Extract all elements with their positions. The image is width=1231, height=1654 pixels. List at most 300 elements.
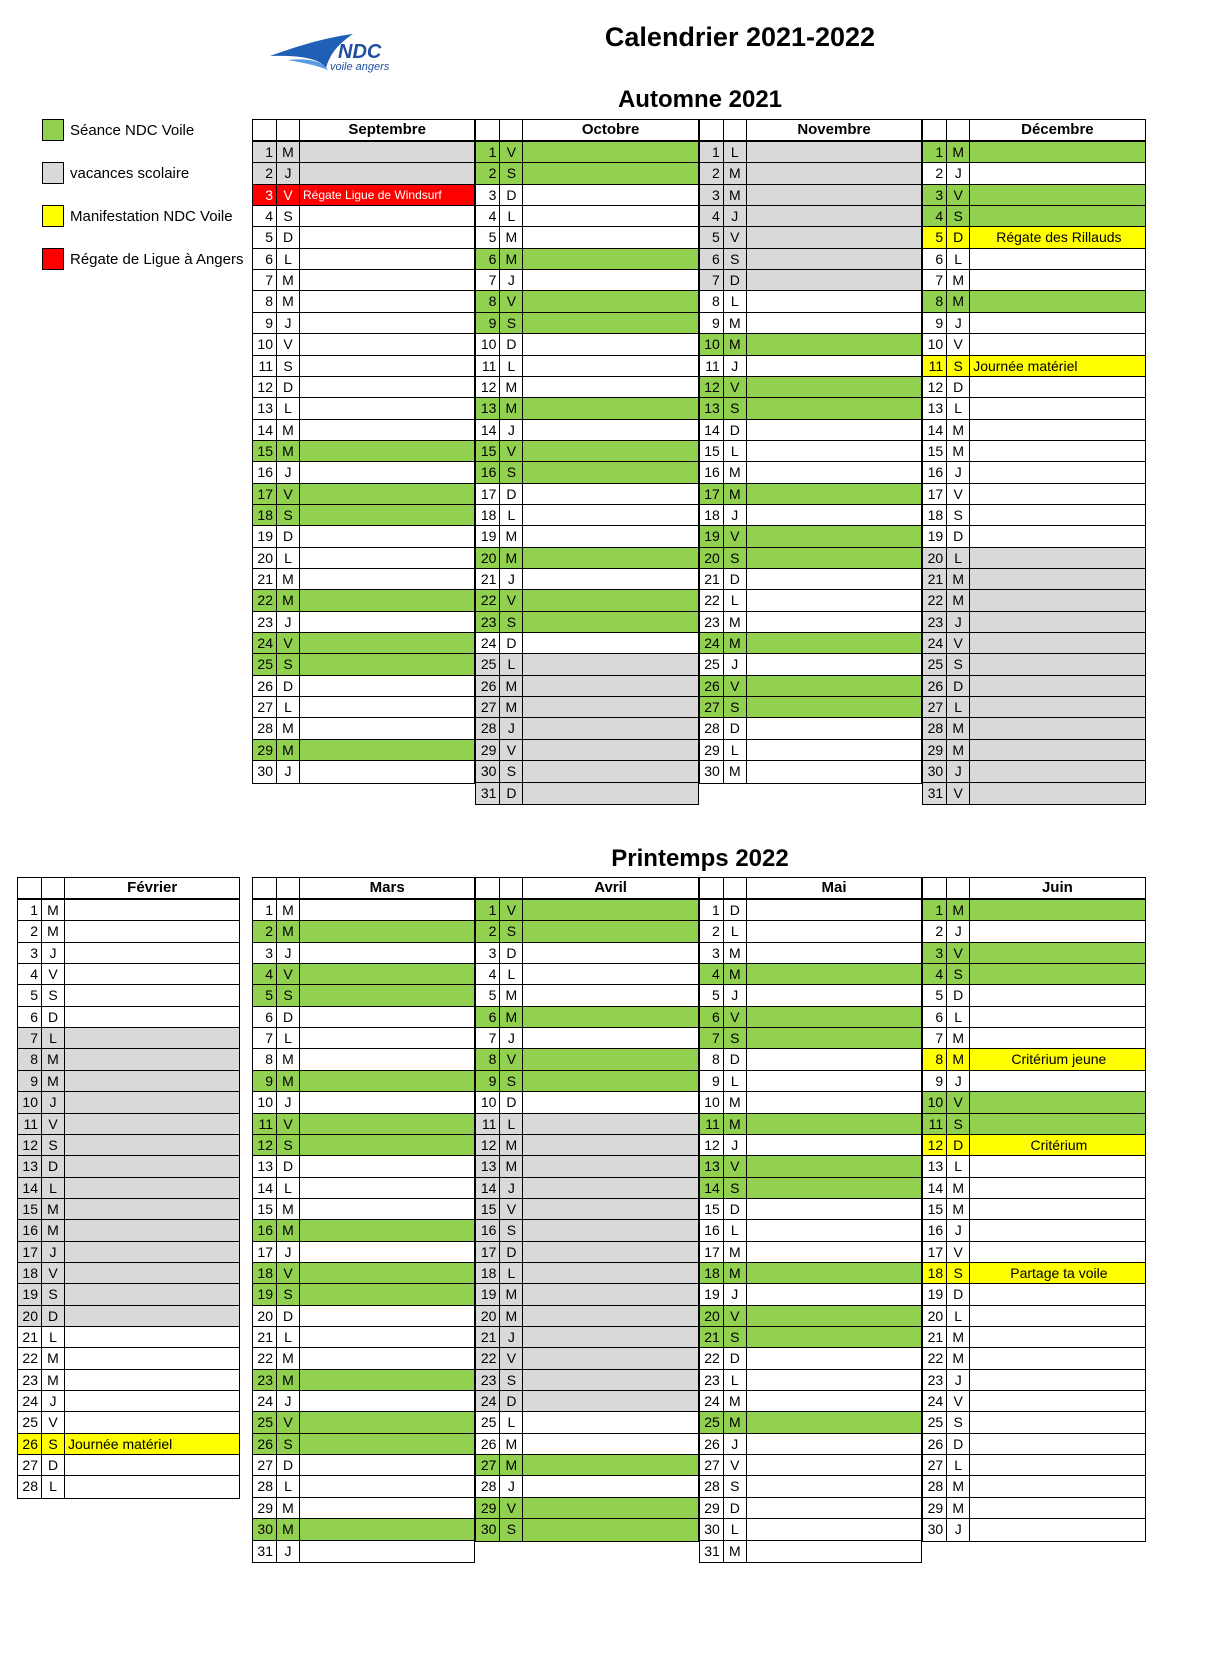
day-event xyxy=(746,653,922,676)
day-event xyxy=(299,440,475,463)
day-row xyxy=(922,162,1145,184)
day-row xyxy=(475,899,698,921)
day-number: 30 xyxy=(475,1518,500,1541)
day-event xyxy=(746,184,922,207)
day-number: 19 xyxy=(699,525,724,548)
day-number: 22 xyxy=(475,1347,500,1370)
day-number: 20 xyxy=(475,547,500,570)
weekday-letter: V xyxy=(946,1241,970,1264)
weekday-letter: V xyxy=(41,1113,65,1136)
day-event xyxy=(299,525,475,548)
day-row xyxy=(475,312,698,334)
month-header xyxy=(17,877,240,899)
weekday-letter: D xyxy=(499,1390,523,1413)
day-row xyxy=(475,290,698,312)
day-number: 24 xyxy=(475,1390,500,1413)
weekday-letter: V xyxy=(276,483,300,506)
day-row xyxy=(699,696,922,718)
day-event xyxy=(522,1305,698,1328)
legend-label: Régate de Ligue à Angers xyxy=(70,250,244,268)
day-number: 1 xyxy=(475,899,500,922)
day-row xyxy=(17,1134,240,1156)
weekday-letter: L xyxy=(723,1518,747,1541)
weekday-letter: J xyxy=(41,942,65,965)
day-number: 11 xyxy=(252,1113,277,1136)
weekday-letter: D xyxy=(946,984,970,1007)
day-event xyxy=(299,1027,475,1050)
day-number: 26 xyxy=(922,675,947,698)
day-number: 22 xyxy=(17,1347,42,1370)
header-cell xyxy=(475,119,500,141)
weekday-letter: M xyxy=(499,984,523,1007)
day-event xyxy=(746,1027,922,1050)
day-number: 30 xyxy=(699,760,724,783)
weekday-letter: M xyxy=(41,1070,65,1093)
day-row xyxy=(17,1326,240,1348)
day-number: 11 xyxy=(475,1113,500,1136)
weekday-letter: S xyxy=(276,1283,300,1306)
day-event: Régate Ligue de Windsurf xyxy=(299,184,475,207)
day-row xyxy=(699,675,922,697)
day-row xyxy=(699,717,922,739)
day-row xyxy=(699,920,922,942)
day-event xyxy=(64,963,240,986)
day-number: 9 xyxy=(475,312,500,335)
weekday-letter: M xyxy=(276,1198,300,1221)
day-row xyxy=(699,1155,922,1177)
day-event xyxy=(522,589,698,612)
day-row xyxy=(252,1134,475,1156)
weekday-letter: V xyxy=(946,333,970,356)
day-row xyxy=(922,942,1145,964)
day-number: 7 xyxy=(475,269,500,292)
day-number: 24 xyxy=(252,1390,277,1413)
weekday-letter: J xyxy=(946,1070,970,1093)
day-event xyxy=(522,782,698,805)
weekday-letter: D xyxy=(723,1198,747,1221)
day-number: 2 xyxy=(252,920,277,943)
day-row xyxy=(699,397,922,419)
day-event xyxy=(522,184,698,207)
day-event xyxy=(299,653,475,676)
weekday-letter: D xyxy=(723,1048,747,1071)
day-number: 12 xyxy=(252,1134,277,1157)
day-row xyxy=(922,1006,1145,1028)
legend-item xyxy=(42,247,243,271)
day-row xyxy=(252,568,475,590)
weekday-letter: V xyxy=(276,1113,300,1136)
day-row xyxy=(252,419,475,441)
weekday-letter: J xyxy=(276,312,300,335)
day-number: 10 xyxy=(475,333,500,356)
day-number: 17 xyxy=(699,1241,724,1264)
day-event xyxy=(746,963,922,986)
day-number: 16 xyxy=(252,461,277,484)
day-number: 26 xyxy=(699,1433,724,1456)
weekday-letter: L xyxy=(946,1305,970,1328)
day-number: 15 xyxy=(252,440,277,463)
weekday-letter: M xyxy=(946,141,970,164)
day-event xyxy=(746,397,922,420)
day-number: 4 xyxy=(17,963,42,986)
weekday-letter: J xyxy=(499,568,523,591)
day-event xyxy=(746,942,922,965)
day-number: 26 xyxy=(922,1433,947,1456)
day-number: 31 xyxy=(922,782,947,805)
day-number: 18 xyxy=(475,1262,500,1285)
day-number: 8 xyxy=(252,290,277,313)
day-event xyxy=(522,1518,698,1541)
weekday-letter: M xyxy=(946,269,970,292)
day-number: 21 xyxy=(699,568,724,591)
day-row xyxy=(922,920,1145,942)
day-row xyxy=(699,547,922,569)
day-event xyxy=(64,1390,240,1413)
day-row xyxy=(699,1048,922,1070)
weekday-letter: D xyxy=(499,333,523,356)
day-number: 17 xyxy=(922,483,947,506)
weekday-letter: L xyxy=(946,696,970,719)
day-event xyxy=(969,1091,1145,1114)
day-row xyxy=(922,1155,1145,1177)
weekday-letter: J xyxy=(723,504,747,527)
day-event xyxy=(522,1433,698,1456)
day-number: 15 xyxy=(17,1198,42,1221)
day-row xyxy=(252,397,475,419)
day-row xyxy=(17,1048,240,1070)
weekday-letter: V xyxy=(723,1006,747,1029)
weekday-letter: S xyxy=(499,920,523,943)
weekday-letter: S xyxy=(723,1177,747,1200)
legend-swatch xyxy=(42,205,64,227)
day-event xyxy=(969,963,1145,986)
day-event xyxy=(522,984,698,1007)
day-event xyxy=(522,717,698,740)
weekday-letter: M xyxy=(276,568,300,591)
day-number: 31 xyxy=(252,1540,277,1563)
day-number: 7 xyxy=(252,1027,277,1050)
header-cell xyxy=(499,877,523,899)
day-number: 5 xyxy=(252,226,277,249)
weekday-letter: V xyxy=(946,632,970,655)
day-event xyxy=(969,568,1145,591)
month-header xyxy=(699,877,922,899)
day-event xyxy=(522,397,698,420)
weekday-letter: J xyxy=(946,162,970,185)
day-number: 12 xyxy=(922,376,947,399)
day-number: 4 xyxy=(252,205,277,228)
day-number: 13 xyxy=(252,1155,277,1178)
day-row xyxy=(699,141,922,163)
day-number: 3 xyxy=(475,942,500,965)
day-number: 17 xyxy=(252,1241,277,1264)
day-row xyxy=(475,739,698,761)
day-event xyxy=(522,1369,698,1392)
weekday-letter: L xyxy=(723,141,747,164)
day-event xyxy=(969,589,1145,612)
day-row xyxy=(699,376,922,398)
weekday-letter: V xyxy=(723,1454,747,1477)
day-event: Journée matériel xyxy=(64,1433,240,1456)
day-event xyxy=(746,525,922,548)
header-cell xyxy=(922,877,947,899)
day-number: 21 xyxy=(475,1326,500,1349)
weekday-letter: J xyxy=(499,269,523,292)
weekday-letter: D xyxy=(276,525,300,548)
day-event xyxy=(969,333,1145,356)
day-row xyxy=(475,1454,698,1476)
day-event xyxy=(522,899,698,922)
weekday-letter: M xyxy=(276,269,300,292)
weekday-letter: M xyxy=(276,920,300,943)
weekday-letter: S xyxy=(276,984,300,1007)
weekday-letter: M xyxy=(723,632,747,655)
weekday-letter: S xyxy=(946,653,970,676)
day-number: 26 xyxy=(252,1433,277,1456)
day-number: 25 xyxy=(252,1411,277,1434)
weekday-letter: M xyxy=(723,963,747,986)
weekday-letter: L xyxy=(276,397,300,420)
day-event xyxy=(522,920,698,943)
day-number: 21 xyxy=(922,1326,947,1349)
day-event xyxy=(299,461,475,484)
day-number: 12 xyxy=(699,1134,724,1157)
weekday-letter: D xyxy=(723,899,747,922)
day-event xyxy=(746,739,922,762)
day-number: 22 xyxy=(252,1347,277,1370)
day-number: 24 xyxy=(17,1390,42,1413)
day-number: 25 xyxy=(17,1411,42,1434)
weekday-letter: D xyxy=(41,1454,65,1477)
weekday-letter: J xyxy=(499,717,523,740)
day-row xyxy=(922,1347,1145,1369)
weekday-letter: S xyxy=(499,1518,523,1541)
page-title: Calendrier 2021-2022 xyxy=(604,22,876,52)
weekday-letter: L xyxy=(499,963,523,986)
day-number: 4 xyxy=(699,205,724,228)
day-row xyxy=(252,1305,475,1327)
day-event xyxy=(969,461,1145,484)
day-event xyxy=(299,1006,475,1029)
day-event xyxy=(64,1070,240,1093)
weekday-letter: M xyxy=(499,1305,523,1328)
day-number: 5 xyxy=(17,984,42,1007)
day-number: 17 xyxy=(475,483,500,506)
day-event xyxy=(299,162,475,185)
day-row xyxy=(475,376,698,398)
day-event xyxy=(299,920,475,943)
weekday-letter: M xyxy=(723,760,747,783)
weekday-letter: S xyxy=(946,963,970,986)
day-row xyxy=(17,942,240,964)
weekday-letter: J xyxy=(499,419,523,442)
day-event xyxy=(299,1134,475,1157)
day-row xyxy=(699,1091,922,1113)
day-event xyxy=(746,1305,922,1328)
day-row xyxy=(252,1433,475,1455)
day-event xyxy=(746,290,922,313)
day-row xyxy=(699,1006,922,1028)
day-event xyxy=(299,1454,475,1477)
day-row xyxy=(252,739,475,761)
day-event xyxy=(522,696,698,719)
day-row xyxy=(699,1262,922,1284)
day-row xyxy=(699,611,922,633)
day-number: 16 xyxy=(699,461,724,484)
day-event xyxy=(746,376,922,399)
weekday-letter: M xyxy=(723,1091,747,1114)
day-row xyxy=(699,1540,922,1562)
weekday-letter: D xyxy=(499,1091,523,1114)
day-number: 14 xyxy=(699,419,724,442)
day-number: 28 xyxy=(922,717,947,740)
day-event xyxy=(746,1006,922,1029)
weekday-letter: M xyxy=(276,1497,300,1520)
day-number: 19 xyxy=(17,1283,42,1306)
day-number: 27 xyxy=(252,696,277,719)
day-row xyxy=(475,1048,698,1070)
weekday-letter: M xyxy=(276,1070,300,1093)
weekday-letter: M xyxy=(946,717,970,740)
day-number: 10 xyxy=(699,333,724,356)
day-event xyxy=(522,963,698,986)
day-event xyxy=(299,1369,475,1392)
day-number: 9 xyxy=(699,1070,724,1093)
day-event xyxy=(299,1411,475,1434)
day-row xyxy=(475,1347,698,1369)
day-number: 23 xyxy=(699,611,724,634)
day-number: 16 xyxy=(475,1219,500,1242)
weekday-letter: S xyxy=(723,1475,747,1498)
day-event xyxy=(299,1198,475,1221)
weekday-letter: M xyxy=(946,440,970,463)
day-number: 26 xyxy=(475,675,500,698)
day-number: 12 xyxy=(699,376,724,399)
day-event xyxy=(969,717,1145,740)
day-number: 13 xyxy=(475,397,500,420)
day-event xyxy=(969,547,1145,570)
weekday-letter: M xyxy=(276,899,300,922)
day-number: 5 xyxy=(699,226,724,249)
weekday-letter: V xyxy=(723,226,747,249)
day-number: 23 xyxy=(475,611,500,634)
day-row xyxy=(922,461,1145,483)
day-row xyxy=(475,205,698,227)
day-row xyxy=(17,1433,240,1455)
header-cell xyxy=(922,119,947,141)
day-event xyxy=(64,1155,240,1178)
weekday-letter: V xyxy=(946,1390,970,1413)
day-event xyxy=(64,1006,240,1029)
day-event xyxy=(746,1347,922,1370)
day-number: 23 xyxy=(922,611,947,634)
day-row xyxy=(699,632,922,654)
day-number: 21 xyxy=(252,568,277,591)
day-event xyxy=(299,1048,475,1071)
day-row xyxy=(252,312,475,334)
weekday-letter: S xyxy=(499,1369,523,1392)
day-event: Régate des Rillauds xyxy=(969,226,1145,249)
day-row xyxy=(922,483,1145,505)
weekday-letter: M xyxy=(276,717,300,740)
day-event xyxy=(746,1262,922,1285)
day-number: 29 xyxy=(699,1497,724,1520)
weekday-letter: J xyxy=(41,1241,65,1264)
day-number: 15 xyxy=(475,440,500,463)
weekday-letter: S xyxy=(723,547,747,570)
weekday-letter: D xyxy=(276,376,300,399)
day-event xyxy=(64,1305,240,1328)
day-event xyxy=(299,547,475,570)
day-row xyxy=(699,760,922,782)
day-number: 18 xyxy=(922,504,947,527)
weekday-letter: S xyxy=(276,653,300,676)
day-event xyxy=(522,141,698,164)
day-number: 28 xyxy=(699,717,724,740)
day-row xyxy=(922,696,1145,718)
day-event xyxy=(64,1027,240,1050)
day-row xyxy=(922,984,1145,1006)
day-event xyxy=(969,269,1145,292)
day-row xyxy=(252,675,475,697)
header-cell xyxy=(41,877,65,899)
day-event xyxy=(969,920,1145,943)
day-number: 22 xyxy=(475,589,500,612)
day-row xyxy=(252,1369,475,1391)
header-cell xyxy=(276,877,300,899)
day-number: 23 xyxy=(475,1369,500,1392)
day-number: 25 xyxy=(699,653,724,676)
weekday-letter: L xyxy=(499,205,523,228)
day-event xyxy=(522,525,698,548)
weekday-letter: L xyxy=(946,1155,970,1178)
day-row xyxy=(252,899,475,921)
day-event xyxy=(299,1177,475,1200)
day-row xyxy=(252,1070,475,1092)
day-event xyxy=(969,205,1145,228)
day-number: 7 xyxy=(252,269,277,292)
weekday-letter: M xyxy=(41,1219,65,1242)
day-event xyxy=(64,1347,240,1370)
weekday-letter: M xyxy=(276,1219,300,1242)
day-event xyxy=(969,1411,1145,1434)
day-row xyxy=(17,1411,240,1433)
day-number: 1 xyxy=(922,141,947,164)
day-row xyxy=(475,1027,698,1049)
month-header xyxy=(252,119,475,141)
day-event xyxy=(969,675,1145,698)
day-number: 23 xyxy=(252,1369,277,1392)
day-event xyxy=(522,312,698,335)
day-number: 10 xyxy=(922,333,947,356)
day-row xyxy=(922,589,1145,611)
day-event xyxy=(522,376,698,399)
day-number: 1 xyxy=(252,899,277,922)
day-event xyxy=(522,1283,698,1306)
day-row xyxy=(252,1540,475,1562)
day-number: 21 xyxy=(475,568,500,591)
day-row xyxy=(922,1091,1145,1113)
weekday-letter: V xyxy=(499,739,523,762)
day-event xyxy=(299,942,475,965)
day-row xyxy=(475,1241,698,1263)
day-number: 9 xyxy=(252,1070,277,1093)
weekday-letter: D xyxy=(276,1454,300,1477)
day-row xyxy=(475,1518,698,1540)
day-event xyxy=(299,1326,475,1349)
day-event: Partage ta voile xyxy=(969,1262,1145,1285)
day-number: 11 xyxy=(252,355,277,378)
